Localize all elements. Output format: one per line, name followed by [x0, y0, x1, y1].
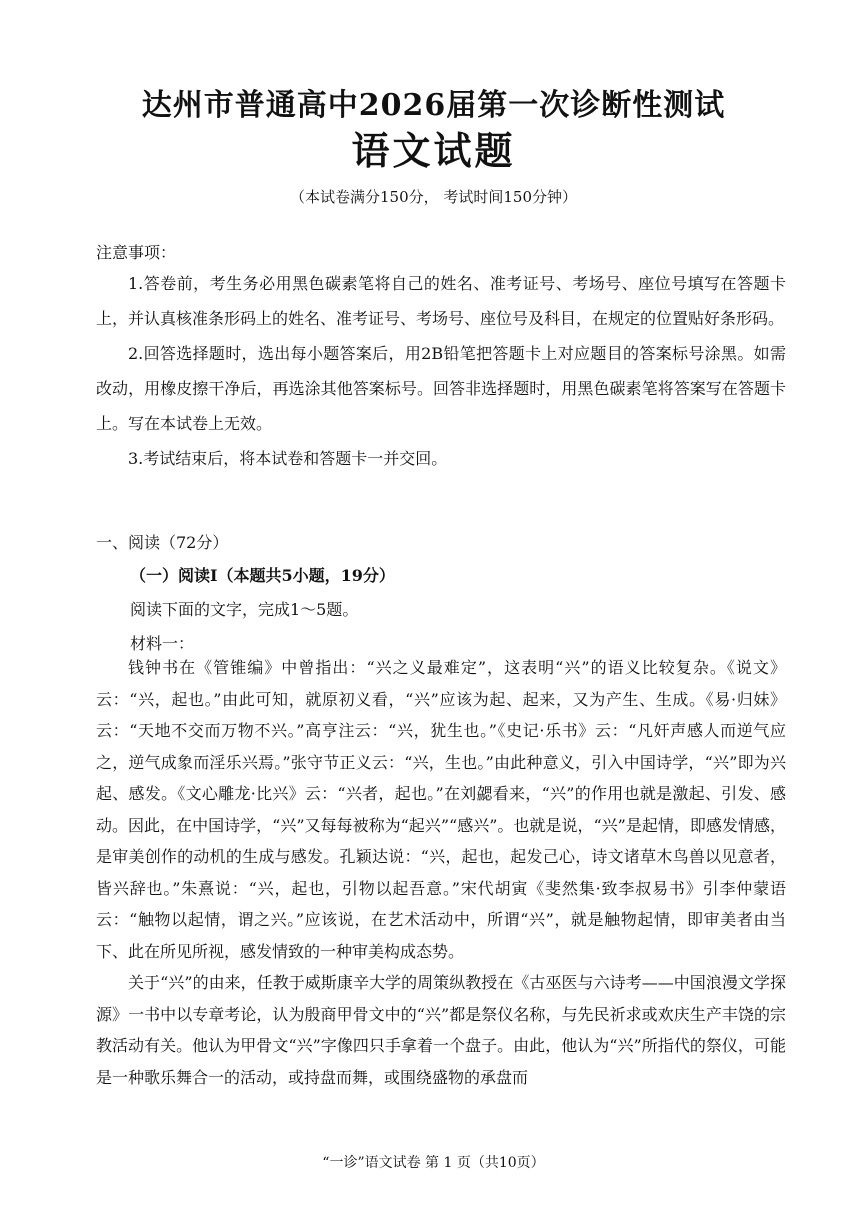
paragraph: 钱钟书在《管锥编》中曾指出：“兴之义最难定”，这表明“兴”的语义比较复杂。《说文》云：“兴，起也。”由此可知，就原初义看，“兴”应该为起、起来，又为产生、生成。《易·归妹》云：“天地不交而万物不兴。”高亨注云：“兴，犹生也。”《史记·乐书》云：“凡奸声感人而逆气应之，逆气成象而淫乐兴焉。”张守节正义云：“兴，生也。”由此种意义，引入中国诗学，“兴”即为兴起、感发。《文心雕龙·比兴》云：“兴者，起也。”在刘勰看来，“兴”的作用也就是激起、引发、感动。因此，在中国诗学，“兴”又每每被称为“起兴”“感兴”。也就是说，“兴”是起情，即感发情感，是审美创作的动机的生成与感发。孔颖达说：“兴，起也，起发己心，诗文诸草木鸟兽以见意者，皆兴辞也。”朱熹说：“兴，起也，引物以起吾意。”宋代胡寅《斐然集·致李叔易书》引李仲蒙语云：“触物以起情，谓之兴。”应该说，在艺术活动中，所谓“兴”，就是触物起情，即审美者由当下、此在所见所视，感发情致的一种审美构成态势。: [96, 658, 786, 961]
page-footer: “一诊”语文试卷 第 1 页（共10页）: [322, 1155, 545, 1171]
notice-item: 1.答卷前，考生务必用黑色碳素笔将自己的姓名、准考证号、考场号、座位号填写在答题卡上，并认真核准条形码上的姓名、准考证号、考场号、座位号及科目，在规定的位置贴好条形码。: [96, 274, 786, 328]
notice-list: [96, 266, 786, 476]
exam-info: （本试卷满分150分， 考试时间150分钟）: [289, 188, 578, 206]
notice-heading: 注意事项：: [96, 243, 177, 262]
notice-item: 2.回答选择题时，选出每小题答案后，用2B铅笔把答题卡上对应题目的答案标号涂黑。如需改动，用橡皮擦干净后，再选涂其他答案标号。回答非选择题时，用黑色碳素笔将答案写在答题卡上。写在本试卷上无效。: [96, 344, 786, 433]
subject-title: 语文试题: [351, 128, 516, 173]
section-title: 一、阅读（72分）: [96, 533, 229, 552]
subsection-title: （一）阅读Ⅰ（本题共5小题，19分）: [130, 566, 395, 585]
reading-instruction: 阅读下面的文字，完成1～5题。: [130, 600, 359, 619]
material-label: 材料一：: [130, 634, 195, 653]
material-text: [96, 652, 786, 1093]
paragraph: 关于“兴”的由来，任教于威斯康辛大学的周策纵教授在《古巫医与六诗考——中国浪漫文学探源》一书中以专章考论，认为殷商甲骨文中的“兴”都是祭仪名称，与先民祈求或欢庆生产丰饶的宗教活动有关。他认为甲骨文“兴”字像四只手拿着一个盘子。由此，他认为“兴”所指代的祭仪，可能是一种歌乐舞合一的活动，或持盘而舞，或围绕盛物的承盘而: [96, 973, 786, 1087]
notice-item: 3.考试结束后，将本试卷和答题卡一并交回。: [128, 449, 448, 468]
exam-title: 达州市普通高中2026届第一次诊断性测试: [141, 88, 726, 123]
